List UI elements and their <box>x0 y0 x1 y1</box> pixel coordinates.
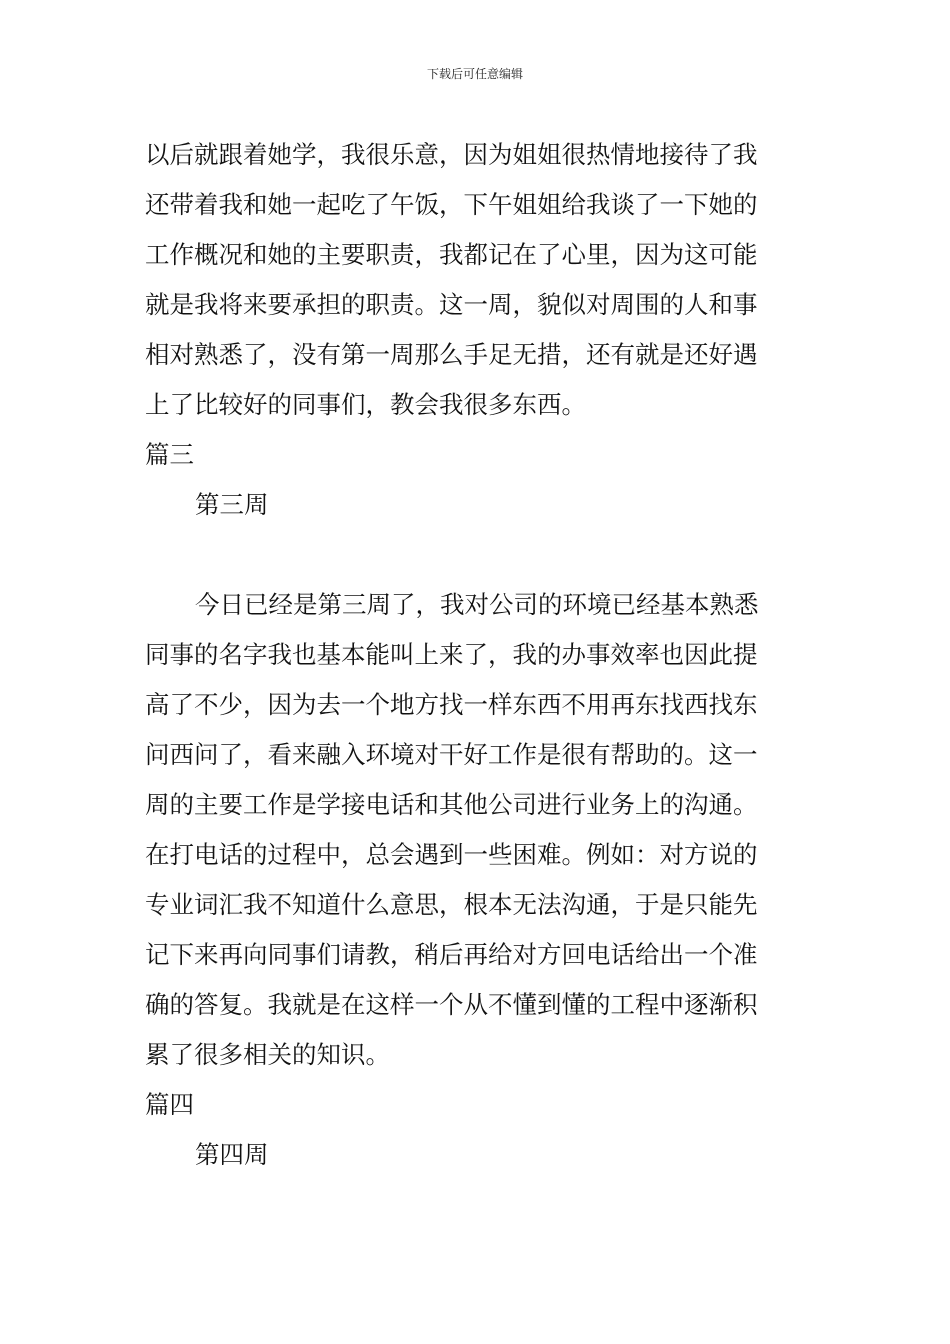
section4-heading: 篇四 <box>145 1090 194 1119</box>
section2-tail-paragraph <box>145 130 810 430</box>
text-line: 同事的名字我也基本能叫上来了，我的办事效率也因此提 <box>145 640 758 669</box>
page-header: 下载后可任意编辑 <box>426 67 523 81</box>
text-line: 在打电话的过程中，总会遇到一些困难。例如：对方说的 <box>145 840 758 869</box>
section3-heading: 篇三 <box>145 440 194 469</box>
text-line: 工作概况和她的主要职责，我都记在了心里，因为这可能 <box>145 240 758 269</box>
blank-line <box>145 530 810 580</box>
text-line: 确的答复。我就是在这样一个从不懂到懂的工程中逐渐积 <box>145 990 758 1019</box>
text-line: 上了比较好的同事们，教会我很多东西。 <box>145 390 586 419</box>
text-line: 相对熟悉了，没有第一周那么手足无措，还有就是还好遇 <box>145 340 758 369</box>
document-body <box>145 130 810 1180</box>
section3-subheading: 第三周 <box>195 490 269 519</box>
text-line: 问西问了，看来融入环境对干好工作是很有帮助的。这一 <box>145 740 758 769</box>
text-line: 高了不少，因为去一个地方找一样东西不用再东找西找东 <box>145 690 758 719</box>
section3-paragraph <box>145 580 810 1080</box>
text-line: 今日已经是第三周了，我对公司的环境已经基本熟悉 <box>195 590 759 619</box>
text-line: 还带着我和她一起吃了午饭，下午姐姐给我谈了一下她的 <box>145 190 758 219</box>
section4-subheading: 第四周 <box>195 1140 269 1169</box>
text-line: 累了很多相关的知识。 <box>145 1040 390 1069</box>
text-line: 周的主要工作是学接电话和其他公司进行业务上的沟通。 <box>145 790 758 819</box>
text-line: 专业词汇我不知道什么意思，根本无法沟通，于是只能先 <box>145 890 758 919</box>
text-line: 记下来再向同事们请教，稍后再给对方回电话给出一个准 <box>145 940 758 969</box>
text-line: 以后就跟着她学，我很乐意，因为姐姐很热情地接待了我 <box>145 140 758 169</box>
text-line: 就是我将来要承担的职责。这一周，貌似对周围的人和事 <box>145 290 758 319</box>
